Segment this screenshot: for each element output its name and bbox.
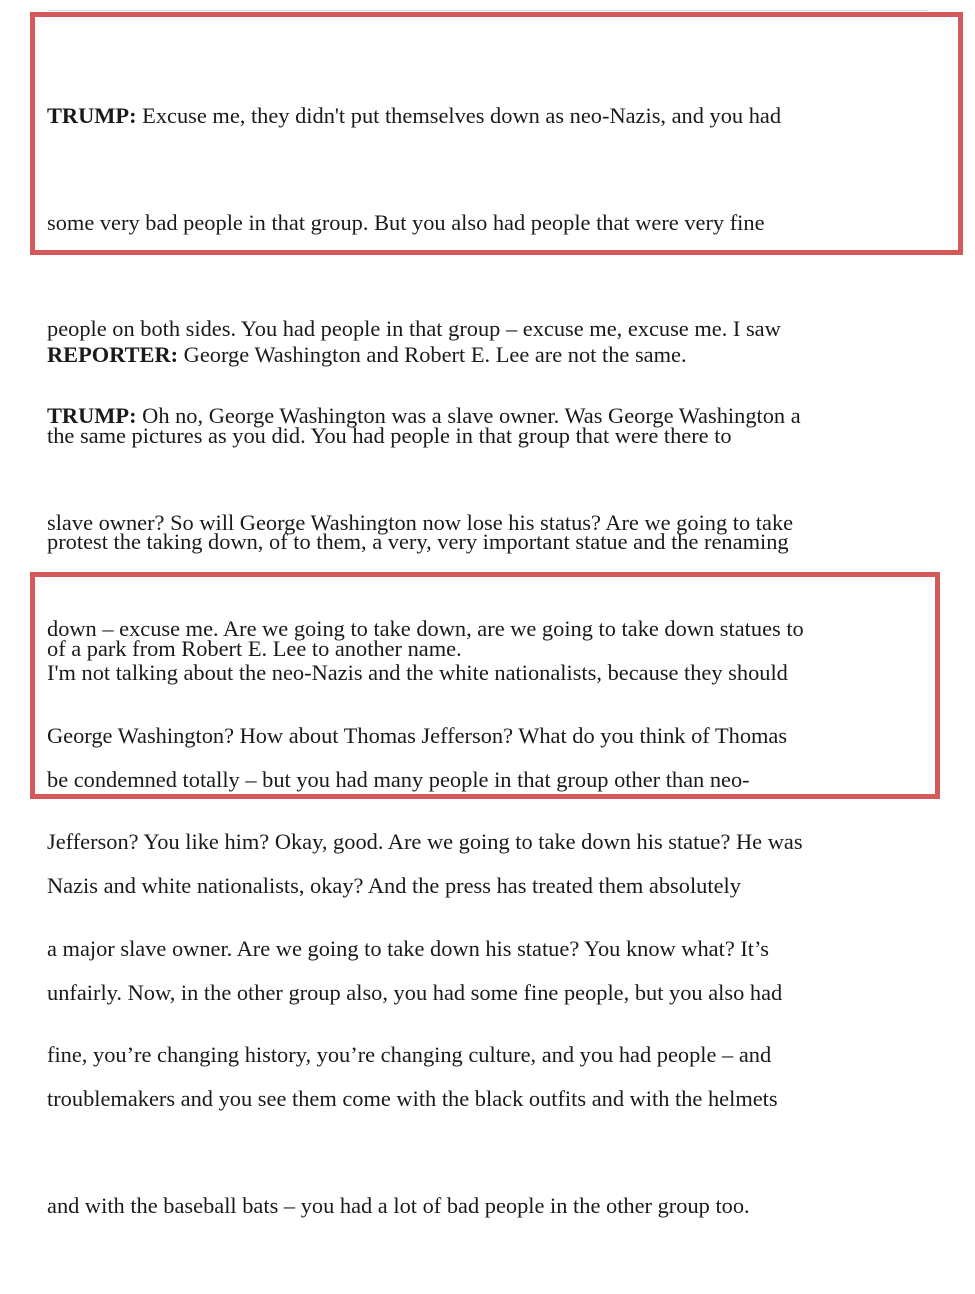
text-line: fine, you’re changing history, you’re changing culture, and you had people – and	[47, 1042, 772, 1067]
transcript-paragraph-continuation	[47, 584, 947, 1294]
text-line: Jefferson? You like him? Okay, good. Are we going to take down his statue? He was	[47, 829, 803, 854]
text-line: slave owner? So will George Washington now lose his status? Are we going to take	[47, 509, 794, 535]
text-line: Nazis and white nationalists, okay? And the press has treated them absolutely	[47, 873, 741, 898]
text-line: some very bad people in that group. But you also had people that were very fine	[47, 209, 765, 235]
text-line: people on both sides. You had people in that group – excuse me, excuse me. I saw	[47, 316, 781, 341]
text-line	[47, 98, 947, 134]
speaker-label: REPORTER:	[47, 342, 179, 367]
paragraph-text: Excuse me, they didn't put themselves down as neo-Nazis, and you had	[136, 103, 782, 128]
text-line: troublemakers and you see them come with the black outfits and with the helmets	[47, 1086, 778, 1111]
text-line: a major slave owner. Are we going to take down his statue? You know what? It’s	[47, 935, 769, 961]
text-line: George Washington? How about Thomas Jefferson? What do you think of Thomas	[47, 722, 788, 748]
text-line: I'm not talking about the neo-Nazis and the white nationalists, because they should	[47, 660, 788, 685]
paragraph-text: George Washington and Robert E. Lee are not the same.	[178, 342, 687, 367]
speaker-label: TRUMP:	[47, 103, 137, 128]
paragraph-text: Oh no, George Washington was a slave owner. Was George Washington a	[136, 403, 801, 428]
text-line	[47, 398, 947, 434]
text-line: down – excuse me. Are we going to take down, are we going to take down statues to	[47, 616, 804, 641]
text-line: unfairly. Now, in the other group also, you had some fine people, but you also had	[47, 979, 783, 1005]
text-line: be condemned totally – but you had many people in that group other than neo-	[47, 766, 750, 792]
text-line: of a park from Robert E. Lee to another name.	[47, 635, 462, 661]
text-line: and with the baseball bats – you had a lot of bad people in the other group too.	[47, 1192, 750, 1218]
text-line: protest the taking down, of to them, a very, very important statue and the renaming	[47, 529, 789, 554]
text-line: the same pictures as you did. You had people in that group that were there to	[47, 422, 732, 448]
speaker-label: TRUMP:	[47, 403, 137, 428]
